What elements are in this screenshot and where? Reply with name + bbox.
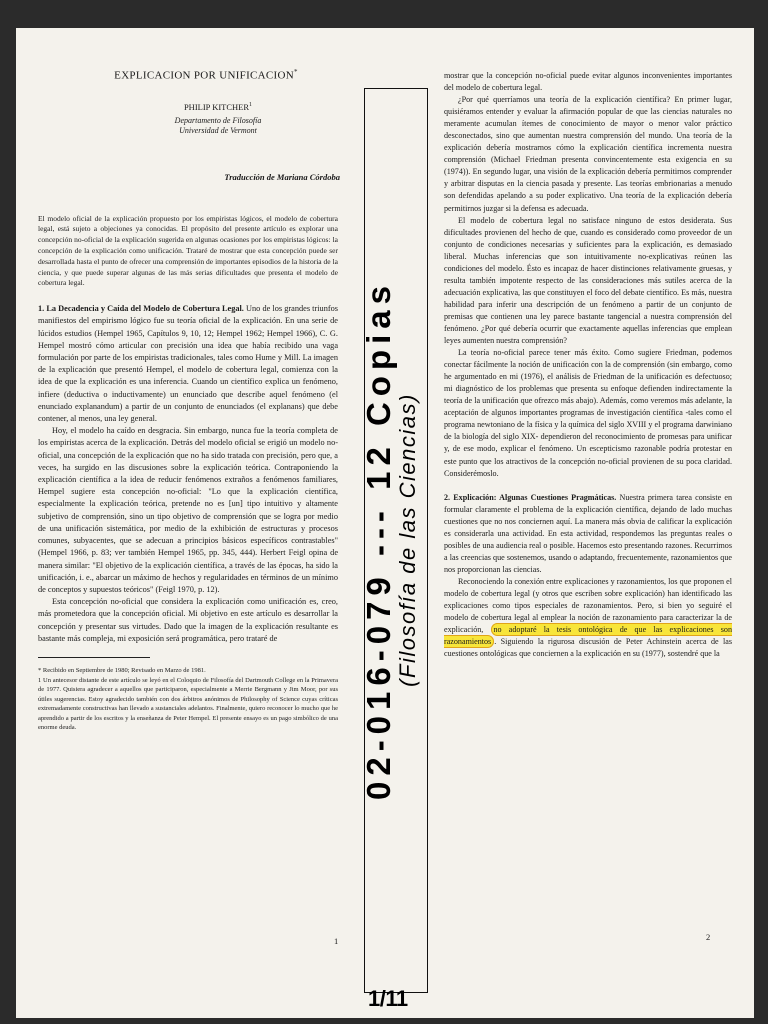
- abstract: El modelo oficial de la explicación propuesto por los empiristas lógicos, el modelo de cobertura legal, está sujeto a objeciones ya conocidas. El propósito del presente artículo es explorar una concepción no-oficial de la explicación sugerida en algunas ocasiones por los empiristas lógicos: la concepción de la explicación como unificación. Trataré de mostrar que esta concepción puede ser desarrollada hasta el punto de ofrecer una comprensión de importantes episodios de la historia de la ciencia, y que puede superar algunas de las más serias dificultades que presenta el modelo de cobertura legal.: [38, 213, 338, 288]
- highlighted-text: no adoptaré la tesis ontológica de que las explicaciones son razonamientos: [444, 625, 732, 647]
- right-page: [444, 70, 732, 660]
- left-page: [38, 68, 338, 733]
- author-name: PHILIP KITCHER$^1$: [183, 101, 253, 112]
- university: Universidad de Vermont: [179, 125, 257, 135]
- right-paragraph-0: mostrar que la concepción no-oficial puede evitar algunos inconvenientes importantes del modelo de cobertura legal.: [444, 71, 732, 93]
- footnotes: [38, 666, 338, 733]
- section1-paragraph-3: Esta concepción no-oficial que considera la explicación como unificación es, creo, más prometedora que la concepción oficial. Mi objetivo en este artículo es desarrollar la concepción y presentar sus virtudes. Dado que la imagen de la explicación resultante es bastante más compleja, mi exposición será programática, pero trataré de: [38, 597, 338, 643]
- stamp-text: [360, 95, 427, 985]
- section2-paragraph-2: Reconociendo la conexión entre explicaciones y razonamientos, los que proponen el modelo de cobertura legal (y otros que escriben sobre explicación) han identificado las explicaciones como tipos especiales de razonamientos. Pero, si bien yo seguiré el modelo de cobertura legal al emplear la noción de razonamiento para caracterizar la de explicación, no adoptaré la tesis ontológica de que las explicaciones son razonamientos . Siguiendo la rigurosa discusión de Peter Achinstein acerca de las cuestiones ontológicas que conciernen a la explicación en su (1977), sostendré que la: [444, 576, 732, 659]
- department: Departamento de Filosofía: [174, 115, 262, 125]
- section2-paragraph-1: 2. Explicación: Algunas Cuestiones Pragmáticas. Nuestra primera tarea consiste en formular claramente el problema de la explicación científica, dejando de lado muchas cuestiones que no nos conciernen aquí. La manera más obvia de calificar la explicación es considerarla una actividad. En esta actividad, respondemos las preguntas reales o posibles de una audiencia real o posible. Hacemos esto presentando razones. Recurrimos a las creencias que sostenemos, usando o adaptando, frecuentemente, razonamientos que nos proporcionan las ciencias.: [444, 492, 732, 574]
- right-paragraph-1: ¿Por qué querríamos una teoría de la explicación científica? En primer lugar, quisiéramos entender y evaluar la afirmación popular de que las ciencias naturales no meramente acumulan ítemes de conocimiento de mayor o menor valor práctico desconectados, sino que aumentan nuestra comprensión del mundo. Una teoría de la explicación debería mostrarnos cómo la explicación científica incrementa nuestra comprensión (Michael Friedman presenta convincentemente esta exigencia en su (1974)). En segundo lugar, una visión de la explicación debería permitirnos comprender y arbitrar disputas en la ciencia pasada y presente. Las teorías embrionarias a menudo son defendidas apelando a su poder explicativo. Una teoría de la explicación debería permitirnos juzgar si la defensa es adecuada.: [444, 95, 732, 213]
- article-title: EXPLICACION POR UNIFICACION*: [114, 68, 298, 82]
- footnote-divider: [38, 657, 150, 658]
- right-page-number: 2: [706, 932, 711, 942]
- stamp-subject: (Filosofía de las Ciencias): [395, 393, 420, 687]
- translation-credit: Traducción de Mariana Córdoba: [224, 171, 340, 182]
- footnote-1: 1 Un antecesor distante de este artículo se leyó en el Coloquio de Filosofía del Dartmouth College en la Primavera de 1977. Quisiera agradecer a aquellos que participaron, especialmente a Merrie Bergmann y Jim Moor, por sus útiles sugerencias. Estoy agradecido también con dos árbitros anónimos de Philosophy of Science cuyas críticas extremadamente constructivas han llevado a sustanciales adelantos. Finalmente, quiero reconocer lo mucho que he aprendido a partir de los escritos y la enseñanza de Peter Hempel. El presente ensayo es un pago simbólico de una enorme deuda.: [38, 676, 338, 732]
- section1-title: 1. La Decadencia y Caída del Modelo de Cobertura Legal.: [38, 304, 244, 314]
- copy-stamp: [360, 88, 428, 993]
- scanned-sheet: [16, 28, 754, 1018]
- author-affiliation: [98, 116, 338, 136]
- section1-paragraph-1: 1. La Decadencia y Caída del Modelo de Cobertura Legal. Uno de los grandes triunfos manifiestos del empirismo lógico fue su teoría oficial de la explicación. En una serie de lúcidos estudios (Hempel 1965, Capítulos 9, 10, 12; Hempel 1962; Hempel 1966), C. G. Hempel mostró cómo articular con precisión una idea que había recibido una vaga formulación por parte de los empiristas tradicionales, tales como Hume y Mill. La imagen de la explicación que presentó Hempel, el modelo de cobertura legal, comienza con la idea de que la explicación es una inferencia. Cuando un científico explica un fenómeno, infiere (deductiva o inductivamente) un enunciado que describe aquel fenómeno (el enunciado explanandum) a partir de un conjunto de enunciados (el explanans) que debe contener, al menos, una ley general.: [38, 304, 338, 424]
- stamp-code: 02-016-079 --- 12 Copias: [360, 280, 397, 801]
- left-page-number: 1: [334, 936, 339, 946]
- section1-paragraph-2: Hoy, el modelo ha caído en desgracia. Sin embargo, nunca fue la teoría completa de los empiristas acerca de la explicación. Detrás del modelo oficial se erigió un modelo no-oficial, una concepción de la explicación que no ha sido tratada con precisión, pero que, a veces, ha surgido en las discusiones sobre la explicación teórica. Contraponiendo la explicación científica a la idea de reducir fenómenos extraños a fenómenos familiares, Hempel sugiere esta concepción no-oficial: "Lo que la explicación científica, especialmente la explicación teórica, pretende no es [un] tipo intuitivo y altamente subjetivo de comprensión, sino un tipo objetivo de comprensión que se logra por medio de una unificación sistemática, por medio de la exhibición de estructuras y procesos comunes, subyacentes, que se adecuan a principios básicos específicos contrastables" (Hempel 1966, p. 83; ver también Hempel 1965, pp. 345, 444). Herbert Feigl opina de manera similar: "El objetivo de la explicación científica, a través de las épocas, ha sido la unificación, i. e., abarcar un máximo de hechos y regularidades en términos de un mínimo de conceptos y supuestos teóricos" (Feigl 1970, p. 12).: [38, 426, 338, 594]
- footnote-received: * Recibido en Septiembre de 1980; Revisado en Marzo de 1981.: [38, 666, 206, 674]
- section2-title: 2. Explicación: Algunas Cuestiones Pragmáticas.: [444, 492, 617, 502]
- right-paragraph-3: La teoría no-oficial parece tener más éxito. Como sugiere Friedman, podemos conectar fácilmente la noción de unificación con la de comprensión (sin embargo, como he argumentado en mi (1976), el análisis de Friedman de la unificación es defectuoso; mi diagnóstico de los problemas que presenta su enfoque defienden indirectamente la teoría de la unificación que ofrezco más abajo). Además, como veremos más adelante, la aceptación de algunos importantes programas de investigación científica -tales como el programa newtoniano de la física y la química del siglo XVIII y el programa darwiniano de la biología del siglo XIX- dependieron del reconocimiento de promesas para unificar y, de ese modo, explicar el fenómeno. Un escepticismo razonable podría protestar en este punto que los atractivos de la concepción no-oficial provienen de su poca claridad. Considerémoslo.: [444, 348, 732, 478]
- right-paragraph-2: El modelo de cobertura legal no satisface ninguno de estos desiderata. Sus dificultades provienen del hecho de que, cuando es considerado como proveedor de un conjunto de condiciones necesarias y suficientes para la explicación, es demasiado liberal. Muchas inferencias que son intuitivamente no-explicativas reúnen las condiciones del modelo. Ésto es incapaz de hacer distinciones relativamente gruesas, y resulta también impotente respecto de las consideraciones más sutiles acerca de la adecuación explicativa, las que constituyen el foco del debate científico. Es más, nuestra habilidad para inferir una descripción de un fenómeno a partir de un conjunto de premisas que contienen una ley parece bastante tangencial a nuestra comprensión del fenómeno. ¿Por qué debería ocurrir que exactamente aquellas inferencias que emplean leyes aumenten nuestra comprensión?: [444, 215, 732, 346]
- page-index: 1/11: [368, 986, 408, 1011]
